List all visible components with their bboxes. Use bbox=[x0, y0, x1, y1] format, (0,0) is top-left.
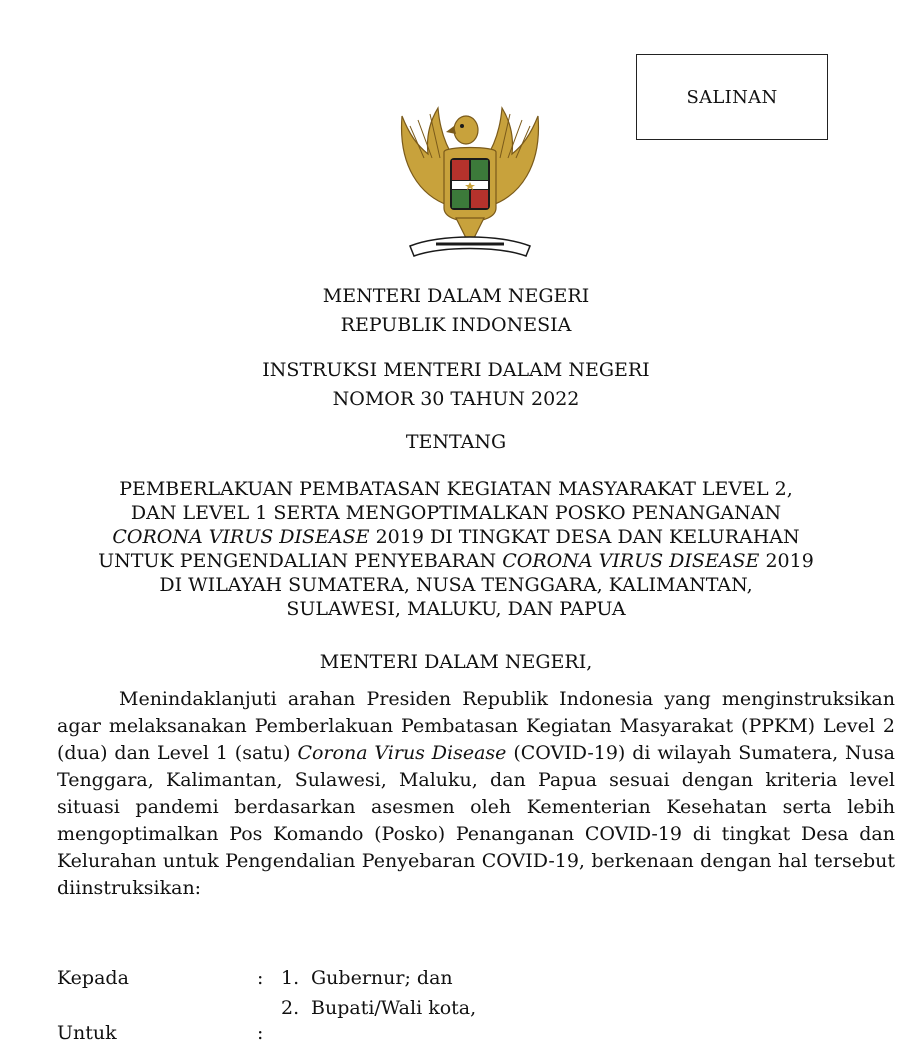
kepada-colon: : bbox=[257, 967, 264, 989]
instruction-number: NOMOR 30 TAHUN 2022 bbox=[332, 388, 580, 410]
title-italic-2: CORONA VIRUS DISEASE bbox=[502, 550, 760, 572]
title-line-1: PEMBERLAKUAN PEMBATASAN KEGIATAN MASYARAKAT LEVEL 2, bbox=[119, 478, 793, 500]
preamble-italic: Corona Virus Disease bbox=[297, 742, 507, 764]
kepada-list bbox=[57, 963, 476, 1023]
title-line-6: SULAWESI, MALUKU, DAN PAPUA bbox=[286, 598, 626, 620]
title-line-2: DAN LEVEL 1 SERTA MENGOPTIMALKAN POSKO PENANGANAN bbox=[130, 502, 782, 524]
preamble-paragraph bbox=[57, 686, 895, 902]
title-line-4-start: UNTUK PENGENDALIAN PENYEBARAN bbox=[98, 550, 503, 572]
list-item: Bupati/Wali kota, bbox=[311, 997, 477, 1019]
garuda-emblem-icon bbox=[380, 96, 560, 266]
untuk-colon: : bbox=[257, 1022, 264, 1044]
header-line-2: REPUBLIK INDONESIA bbox=[340, 314, 572, 336]
header-line-1: MENTERI DALAM NEGERI bbox=[322, 285, 590, 307]
preamble-part-1: Menindaklanjuti arahan Presiden Republik Indonesia yang menginstruksikan agar melaksanakan Pemberlakuan Pembatasan Kegiatan Masyarakat (PPKM) Level 2 (dua) dan Level 1 (satu) bbox=[57, 688, 895, 764]
title-line-4-end: 2019 bbox=[759, 550, 814, 572]
untuk-label: Untuk bbox=[57, 1022, 117, 1044]
salinan-stamp: SALINAN bbox=[636, 54, 828, 140]
title-italic-1: CORONA VIRUS DISEASE bbox=[112, 526, 370, 548]
tentang-heading: TENTANG bbox=[405, 431, 507, 453]
title-line-5: DI WILAYAH SUMATERA, NUSA TENGGARA, KALIMANTAN, bbox=[159, 574, 753, 596]
preamble-part-2: (COVID-19) di wilayah Sumatera, Nusa Tenggara, Kalimantan, Sulawesi, Maluku, dan Papua sesuai dengan kriteria level situasi pandemi berdasarkan asesmen oleh Kementerian Kesehatan serta lebih mengoptimalkan Pos Komando (Posko) Penanganan COVID-19 di tingkat Desa dan Kelurahan untuk Pengendalian Penyebaran COVID-19, berkenaan dengan hal tersebut diinstruksikan: bbox=[57, 742, 895, 899]
signer-heading: MENTERI DALAM NEGERI, bbox=[319, 651, 593, 673]
kepada-row-1 bbox=[57, 963, 476, 993]
title-line-4 bbox=[0, 549, 912, 573]
untuk-row bbox=[57, 1018, 281, 1048]
regulation-title bbox=[0, 477, 912, 621]
instruction-title: INSTRUKSI MENTERI DALAM NEGERI bbox=[262, 359, 650, 381]
list-item-number: 1. bbox=[281, 967, 300, 989]
kepada-label: Kepada bbox=[57, 967, 129, 989]
title-line-3 bbox=[0, 525, 912, 549]
list-item: Gubernur; dan bbox=[311, 967, 453, 989]
list-item-number: 2. bbox=[281, 997, 300, 1019]
title-line-3-rest: 2019 DI TINGKAT DESA DAN KELURAHAN bbox=[369, 526, 800, 548]
